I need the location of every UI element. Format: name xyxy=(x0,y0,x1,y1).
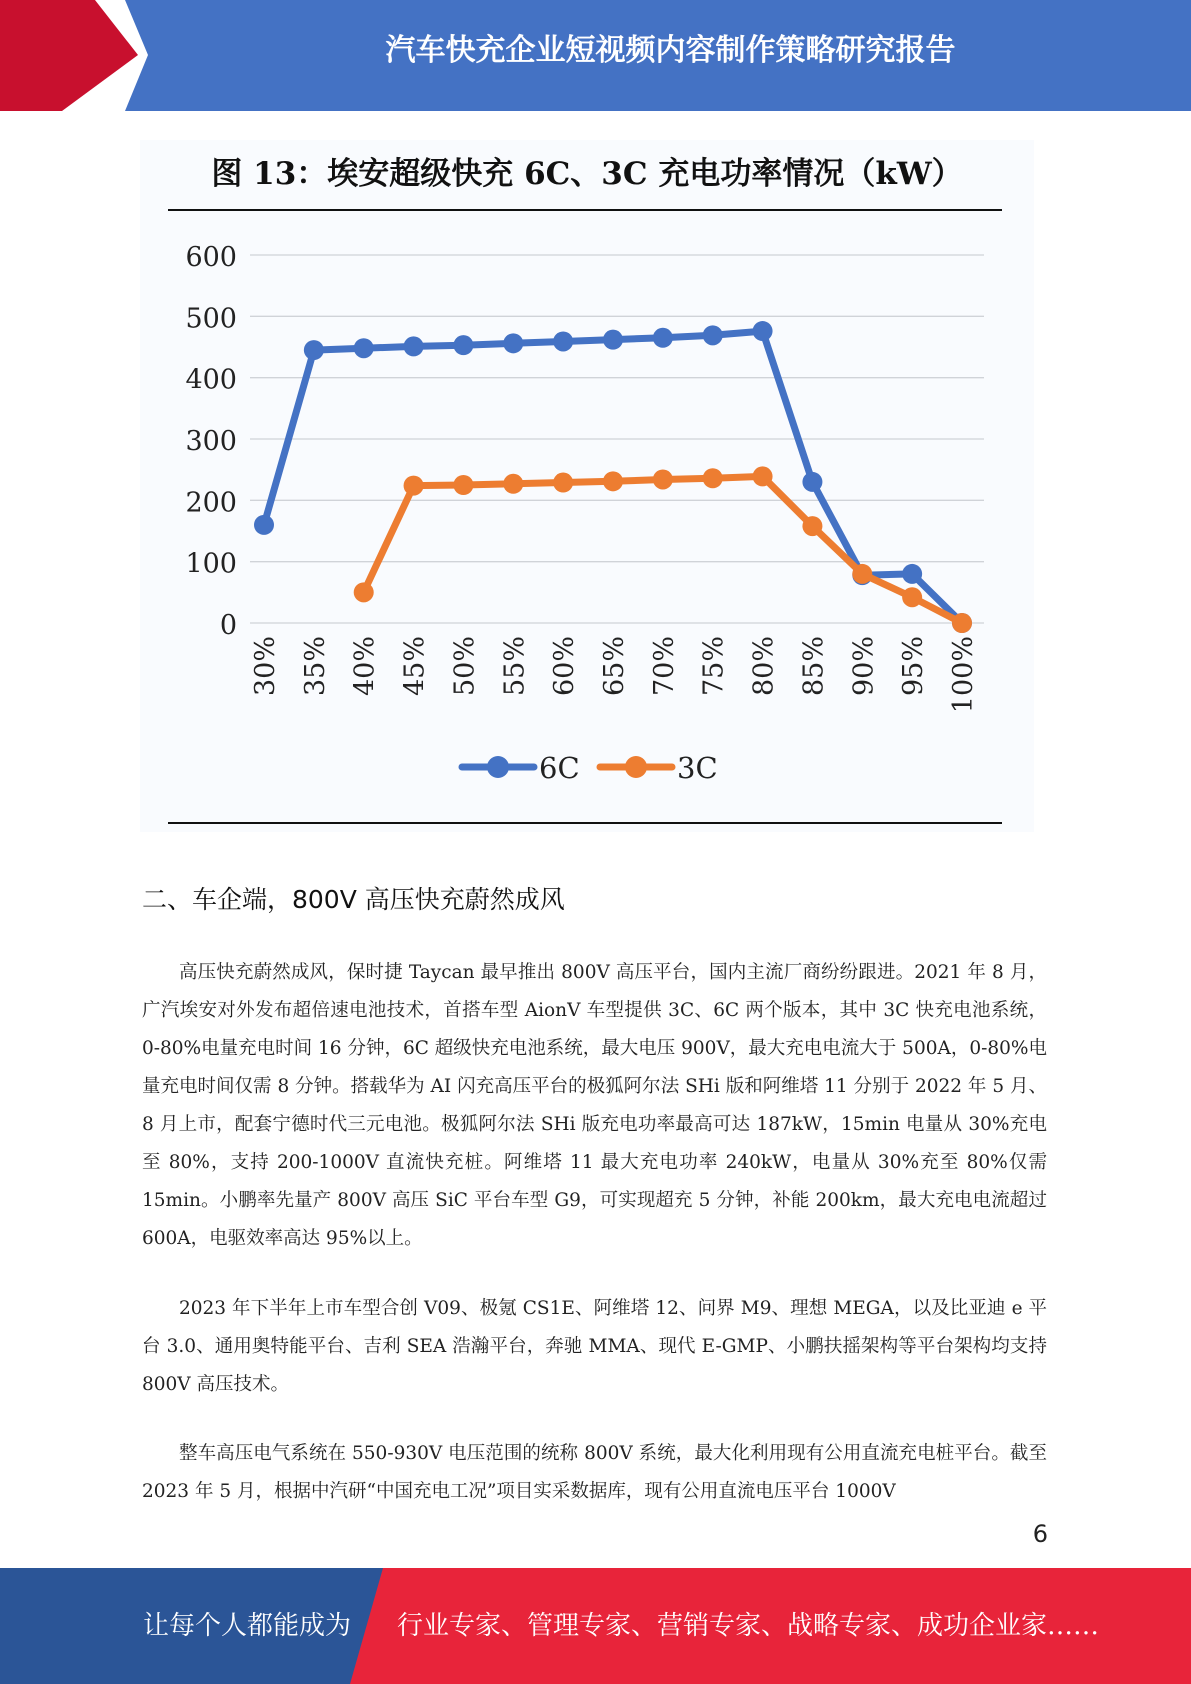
legend-marker-6c xyxy=(487,756,509,778)
chart-figure xyxy=(140,140,1034,832)
y-tick-label: 500 xyxy=(185,303,237,335)
data-point-3c xyxy=(703,468,723,488)
body-paragraph-2: 2023 年下半年上市车型合创 V09、极氪 CS1E、阿维塔 12、问界 M9、理想 MEGA，以及比亚迪 e 平台 3.0、通用奥特能平台、吉利 SEA 浩瀚平台，奔驰 MMA、现代 E-GMP、小鹏扶摇架构等平台架构均支持 800V 高压技术。 xyxy=(142,1298,1047,1395)
legend-label-3c: 3C xyxy=(677,751,718,785)
data-point-3c xyxy=(404,476,424,496)
data-point-6c xyxy=(902,564,922,584)
body-paragraph-1: 高压快充蔚然成风，保时捷 Taycan 最早推出 800V 高压平台，国内主流厂商纷纷跟进。2021 年 8 月，广汽埃安对外发布超倍速电池技术，首搭车型 AionV 车型提供 3C、6C 两个版本，其中 3C 快充电池系统，0-80%电量充电时间 16 分钟，6C 超级快充电池系统，最大电压 900V，最大充电电流大于 500A，0-80%电量充电时间仅需 8 分钟。搭载华为 AI 闪充高压平台的极狐阿尔法 SHi 版和阿维塔 11 分别于 2022 年 5 月、8 月上市，配套宁德时代三元电池。极狐阿尔法 SHi 版充电功率最高可达 187kW，15min 电量从 30%充电至 80%，支持 200-1000V 直流快充桩。阿维塔 11 最大充电功率 240kW，电量从 30%充至 80%仅需 15min。小鹏率先量产 800V 高压 SiC 平台车型 G9，可实现超充 5 分钟，补能 200km，最大充电电流超过 600A，电驱效率高达 95%以上。 xyxy=(142,962,1047,1249)
data-point-6c xyxy=(503,333,523,353)
y-tick-label: 400 xyxy=(185,364,237,396)
x-tick-label: 45% xyxy=(399,636,431,697)
x-tick-label: 40% xyxy=(349,636,381,697)
data-point-3c xyxy=(553,473,573,493)
y-tick-label: 600 xyxy=(185,242,237,273)
data-point-6c xyxy=(453,335,473,355)
x-tick-label: 95% xyxy=(898,636,930,697)
data-point-3c xyxy=(503,474,523,494)
data-point-3c xyxy=(753,466,773,486)
footer-slogan-right: 行业专家、管理专家、营销专家、战略专家、成功企业家…… xyxy=(397,1611,1100,1641)
x-tick-label: 35% xyxy=(299,636,331,697)
data-point-6c xyxy=(553,331,573,351)
data-point-3c xyxy=(653,469,673,489)
x-tick-label: 90% xyxy=(848,636,880,697)
x-tick-label: 75% xyxy=(698,636,730,697)
data-point-3c xyxy=(902,587,922,607)
data-point-3c xyxy=(802,516,822,536)
x-tick-label: 60% xyxy=(549,636,581,697)
series-line-3c xyxy=(364,476,962,623)
data-point-6c xyxy=(603,330,623,350)
data-point-3c xyxy=(603,471,623,491)
x-tick-label: 70% xyxy=(648,636,680,697)
body-paragraph-3: 整车高压电气系统在 550-930V 电压范围的统称 800V 系统，最大化利用现有公用直流充电桩平台。截至 2023 年 5 月，根据中汽研“中国充电工况”项目实采数据库，现有公用直流电压平台 1000V xyxy=(142,1443,1047,1502)
chart-title: 图 13：埃安超级快充 6C、3C 充电功率情况（kW） xyxy=(211,156,963,192)
data-point-6c xyxy=(653,328,673,348)
x-tick-label: 85% xyxy=(798,636,830,697)
x-tick-label: 100% xyxy=(948,636,979,714)
header-title: 汽车快充企业短视频内容制作策略研究报告 xyxy=(385,33,956,68)
data-point-3c xyxy=(453,475,473,495)
section-heading: 二、车企端，800V 高压快充蔚然成风 xyxy=(142,885,565,914)
data-point-6c xyxy=(304,340,324,360)
line-chart xyxy=(140,140,1034,832)
legend-marker-3c xyxy=(625,756,647,778)
y-tick-label: 0 xyxy=(219,610,237,641)
x-tick-label: 55% xyxy=(499,636,531,697)
y-tick-label: 300 xyxy=(185,426,237,457)
data-point-6c xyxy=(753,321,773,341)
data-point-6c xyxy=(404,336,424,356)
data-point-6c xyxy=(254,515,274,535)
legend-label-6c: 6C xyxy=(539,751,580,785)
page-number: 6 xyxy=(1032,1520,1048,1548)
y-tick-label: 200 xyxy=(185,487,237,519)
data-point-3c xyxy=(852,564,872,584)
x-tick-label: 65% xyxy=(599,636,630,697)
x-tick-label: 80% xyxy=(748,636,780,697)
y-tick-label: 100 xyxy=(185,548,237,580)
x-tick-label: 30% xyxy=(250,636,281,697)
page-footer xyxy=(0,1568,1191,1684)
data-point-6c xyxy=(354,338,374,358)
data-point-6c xyxy=(703,325,723,345)
x-tick-label: 50% xyxy=(449,636,481,697)
page-header xyxy=(0,0,1191,111)
data-point-3c xyxy=(952,613,972,633)
data-point-6c xyxy=(802,472,822,492)
data-point-3c xyxy=(354,582,374,602)
footer-slogan-left: 让每个人都能成为 xyxy=(143,1611,352,1641)
